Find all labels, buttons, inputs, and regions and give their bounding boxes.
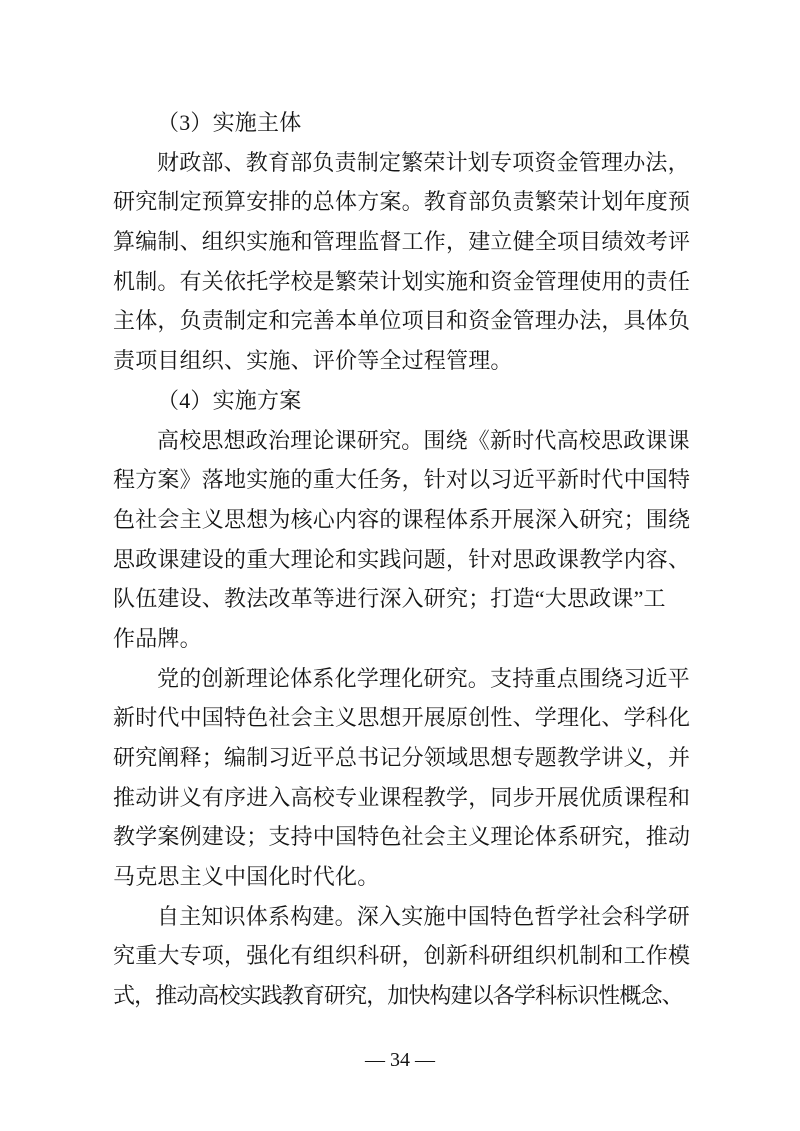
text-line: 主体，负责制定和完善本单位项目和资金管理办法，具体负: [113, 308, 691, 334]
text-line: 式，推动高校实践教育研究，加快构建以各学科标识性概念、: [113, 983, 683, 1009]
page-number: — 34 —: [365, 1049, 435, 1071]
text-line: 党的创新理论体系化学理化研究。支持重点围绕习近平: [157, 665, 690, 691]
text-line: 推动讲义有序进入高校专业课程教学，同步开展优质课程和: [113, 784, 691, 810]
text-line: 作品牌。: [113, 625, 202, 651]
text-line: 究重大专项，强化有组织科研，创新科研组织机制和工作模: [113, 943, 691, 969]
text-line: 色社会主义思想为核心内容的课程体系开展深入研究；围绕: [113, 506, 691, 532]
text-line: 高校思想政治理论课研究。围绕《新时代高校思政课课: [157, 427, 690, 453]
text-line: 新时代中国特色社会主义思想开展原创性、学理化、学科化: [113, 705, 691, 731]
text-line: 队伍建设、教法改革等进行深入研究；打造“大思政课”工: [113, 586, 666, 612]
document-body: [113, 103, 693, 1016]
text-line: 算编制、组织实施和管理监督工作，建立健全项目绩效考评: [113, 229, 691, 255]
text-line: 马克思主义中国化时代化。: [113, 864, 380, 890]
text-line: 思政课建设的重大理论和实践问题，针对思政课教学内容、: [113, 546, 691, 572]
section-heading: （3）实施主体: [157, 110, 302, 135]
text-line: 自主知识体系构建。深入实施中国特色哲学社会科学研: [157, 903, 690, 929]
text-line: 责项目组织、实施、评价等全过程管理。: [113, 348, 513, 374]
text-line: 研究阐释；编制习近平总书记分领域思想专题教学讲义，并: [113, 745, 691, 770]
text-line: 教学案例建设；支持中国特色社会主义理论体系研究，推动: [113, 824, 691, 850]
text-line: 研究制定预算安排的总体方案。教育部负责繁荣计划年度预: [113, 189, 691, 215]
section-heading: （4）实施方案: [157, 387, 302, 413]
text-line: 程方案》落地实施的重大任务，针对以习近平新时代中国特: [113, 467, 691, 493]
text-line: 财政部、教育部负责制定繁荣计划专项资金管理办法，: [157, 149, 690, 175]
text-line: 机制。有关依托学校是繁荣计划实施和资金管理使用的责任: [113, 268, 691, 294]
